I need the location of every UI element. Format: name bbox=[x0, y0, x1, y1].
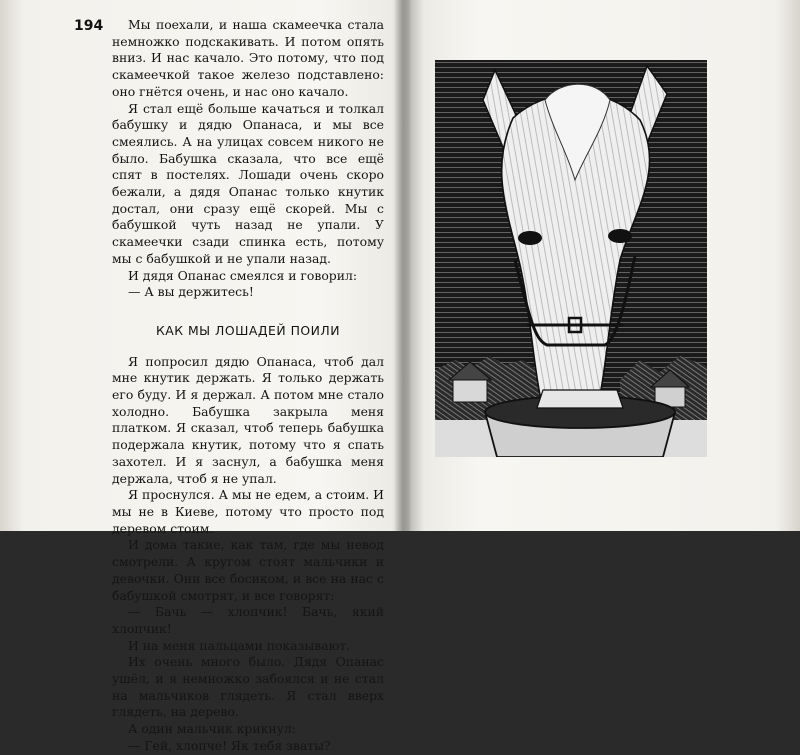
paragraph: И дома такие, как там, где мы невод смотрели. А кругом стоят мальчики и девочки. Они все босиком, и все на нас с бабушкой смотрят, и все говорят: bbox=[112, 537, 384, 603]
paragraph: Их очень много было. Дядя Опанас ушёл, и я немножко забоялся и не стал на мальчиков глядеть. Я стал вверх глядеть, на дерево. bbox=[112, 654, 384, 720]
page-number: 194 bbox=[74, 18, 104, 34]
paragraph: Мы поехали, и наша скамеечка стала немножко подскакивать. И потом опять вниз. И нас качало. Это потому, что под скамеечкой такое железо подставлено: оно гнётся очень, и нас оно качало. bbox=[112, 17, 384, 99]
paragraph: Я проснулся. А мы не едем, а стоим. И мы не в Киеве, потому что просто под деревом стоим. bbox=[112, 487, 384, 536]
paragraph: Я стал ещё больше качаться и толкал бабушку и дядю Опанаса, и мы все смеялись. А на улицах совсем никого не было. Бабушка сказала, что все ещё спят в постелях. Лошади очень скоро бежали, а дядя Опанас только кнутик достал, они сразу ещё скорей. Мы с бабушкой чуть назад не упали. У скамеечки сзади спинка есть, потому мы с бабушкой и не упали назад. bbox=[112, 100, 384, 266]
paragraph: Я попросил дядю Опанаса, чтоб дал мне кнутик держать. Я только держать его буду. И я держал. А потом мне стало холодно. Бабушка закрыла меня платком. Я сказал, чтоб теперь бабушка подержала кнутик, потому что я спать захотел. И я заснул, а бабушка меня держала, чтоб я не упал. bbox=[112, 353, 384, 486]
paragraph: — Гей, хлопче! Як тебя зваты? bbox=[128, 737, 331, 753]
paragraph: И на меня пальцами показывают. bbox=[128, 637, 351, 653]
chapter-heading: КАК МЫ ЛОШАДЕЙ ПОИЛИ bbox=[155, 322, 340, 338]
paragraph: И дядя Опанас смеялся и говорил: bbox=[128, 267, 358, 283]
paragraph: — А вы держитесь! bbox=[128, 284, 254, 300]
paragraph: — Бачь — хлопчик! Бачь, який хлопчик! bbox=[112, 604, 384, 636]
paragraph: А один мальчик крикнул: bbox=[128, 721, 296, 737]
horse-engraving bbox=[435, 60, 707, 457]
horse-illustration bbox=[435, 60, 707, 457]
book-spine bbox=[394, 0, 412, 531]
left-page-text bbox=[112, 17, 384, 755]
